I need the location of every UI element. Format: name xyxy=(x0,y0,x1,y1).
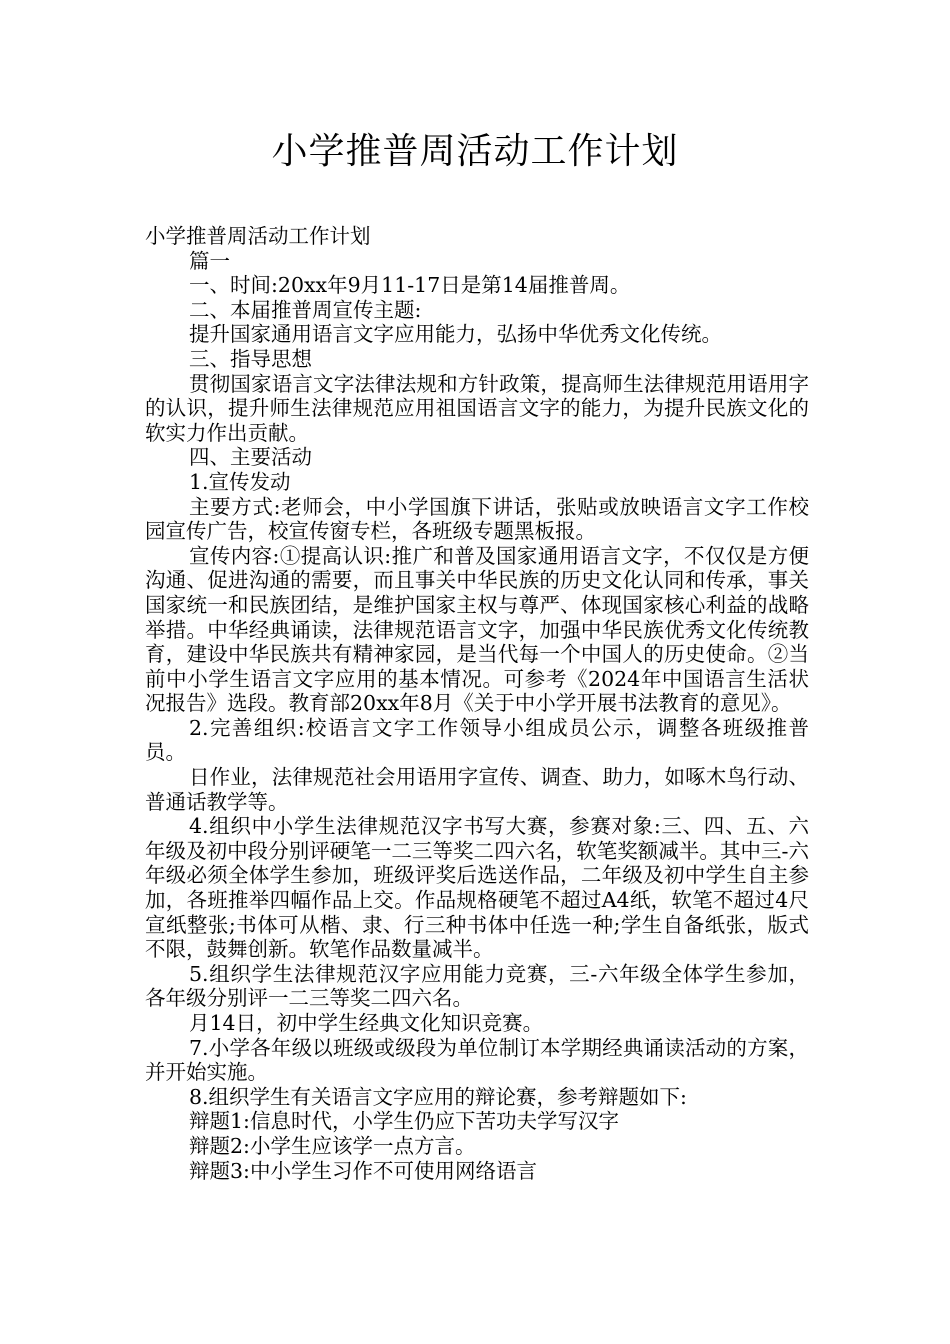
paragraph: 1.宣传发动 xyxy=(189,469,291,494)
paragraph: 辩题2:小学生应该学一点方言。 xyxy=(189,1133,476,1158)
paragraph: 7.小学各年级以班级或级段为单位制订本学期经典诵读活动的方案，并开始实施。 xyxy=(145,1035,809,1085)
paragraph: 一、时间:20xx年9月11-17日是第14届推普周。 xyxy=(189,273,631,298)
paragraph: 2.完善组织:校语言文字工作领导小组成员公示，调整各班级推普员。 xyxy=(145,715,809,765)
paragraph: 二、本届推普周宣传主题: xyxy=(189,297,422,322)
paragraph: 辩题1:信息时代，小学生仍应下苦功夫学写汉字 xyxy=(189,1109,619,1134)
paragraph: 提升国家通用语言文字应用能力，弘扬中华优秀文化传统。 xyxy=(189,322,722,347)
paragraph: 贯彻国家语言文字法律法规和方针政策，提高师生法律规范用语用字的认识，提升师生法律规范应用祖国语言文字的能力，为提升民族文化的软实力作出贡献。 xyxy=(145,371,809,445)
subtitle-line: 小学推普周活动工作计划 xyxy=(145,224,371,248)
paragraph: 主要方式:老师会，中小学国旗下讲话，张贴或放映语言文字工作校园宣传广告，校宣传窗专栏，各班级专题黑板报。 xyxy=(145,494,809,544)
paragraph: 5.组织学生法律规范汉字应用能力竞赛，三-六年级全体学生参加，各年级分别评一二三等奖二四六名。 xyxy=(145,961,809,1011)
paragraph: 4.组织中小学生法律规范汉字书写大赛，参赛对象:三、四、五、六年级及初中段分别评硬笔一二三等奖二四六名，软笔奖额减半。其中三-六年级必须全体学生参加，班级评奖后选送作品，二年级及初中学生自主参加，各班推举四幅作品上交。作品规格硬笔不超过A4纸，软笔不超过4尺宣纸整张;书体可从楷、隶、行三种书体中任选一种;学生自备纸张，版式不限，鼓舞创新。软笔作品数量减半。 xyxy=(145,814,809,962)
paragraph: 篇一 xyxy=(189,248,230,273)
paragraph: 三、指导思想 xyxy=(189,346,312,371)
paragraph: 辩题3:中小学生习作不可使用网络语言 xyxy=(189,1158,537,1183)
document-title: 小学推普周活动工作计划 xyxy=(271,131,679,172)
paragraph: 月14日，初中学生经典文化知识竞赛。 xyxy=(189,1011,544,1035)
document-body xyxy=(145,224,809,1183)
paragraph: 日作业，法律规范社会用语用字宣传、调查、助力，如啄木鸟行动、普通话教学等。 xyxy=(145,765,809,814)
paragraph: 8.组织学生有关语言文字应用的辩论赛，参考辩题如下: xyxy=(189,1084,687,1109)
paragraph: 宣传内容:①提高认识:推广和普及国家通用语言文字，不仅仅是方便沟通、促进沟通的需要，而且事关中华民族的历史文化认同和传承，事关国家统一和民族团结，是维护国家主权与尊严、体现国家核心利益的战略举措。中华经典诵读，法律规范语言文字，加强中华民族优秀文化传统教育，建设中华民族共有精神家园，是当代每一个中国人的历史使命。②当前中小学生语言文字应用的基本情况。可参考《2024年中国语言生活状况报告》选段。教育部20xx年8月《关于中小学开展书法教育的意见》。 xyxy=(145,543,809,716)
paragraph: 四、主要活动 xyxy=(189,445,312,470)
